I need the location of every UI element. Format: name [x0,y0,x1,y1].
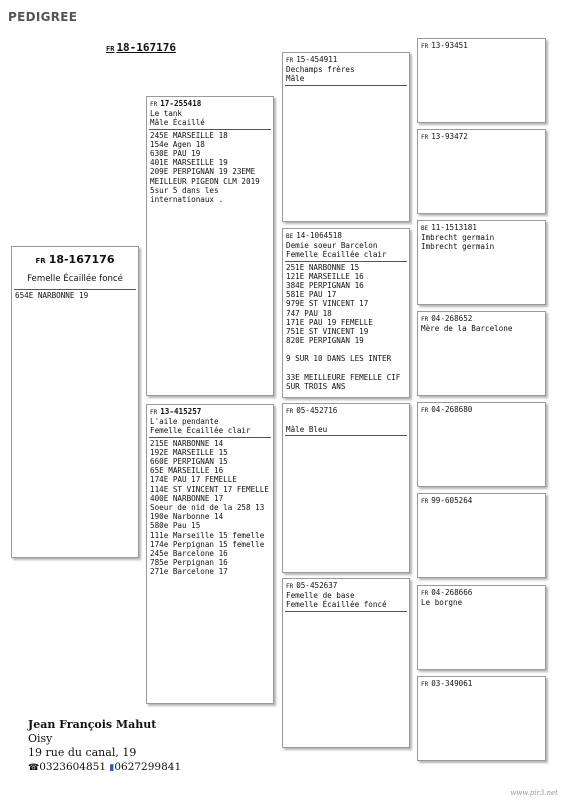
owner-phone: 0323604851 [39,761,107,773]
result-line: 215E NARBONNE 14 [150,438,224,448]
dam-results [150,439,270,577]
sire-card [146,96,274,396]
ancestor-ring-number: 04-268666 [431,588,473,597]
result-line: 174e Perpignan 15 femelle [150,539,265,549]
ancestor-ring [421,223,542,233]
result-line: 400E NARBONNE 17 [150,493,224,503]
result-line: 384E PERPIGNAN 16 [286,281,364,291]
ancestor-card-8 [417,676,546,761]
owner-block [28,718,181,775]
result-line: 111e Marseille 15 femelle [150,530,265,540]
result-line: 121E MARSEILLE 16 [286,271,364,281]
footer-site: www.pir3.net [510,789,558,797]
result-line: internationaux . [150,195,224,205]
dam-dam-card [282,578,410,748]
dam-dam-ring-number: 05-452637 [296,581,338,590]
dam-sex-color: Femelle Écaillée clair [150,426,251,436]
result-line: 192E MARSEILLE 15 [150,447,228,457]
ancestor-ring-number: 99-605264 [431,496,473,505]
divider [285,85,407,86]
result-line: 401E MARSEILLE 19 [150,158,228,168]
result-line: 747 PAU 18 [286,308,332,318]
sire-results [150,131,270,205]
ancestor-card-7 [417,585,546,670]
ancestor-country: FR [421,498,429,505]
divider [149,437,271,438]
ancestor-ring [421,132,542,142]
dam-sire-ring [286,406,406,416]
result-line: 190e Narbonne 14 [150,512,224,522]
phone-icon: ☎ [28,763,40,773]
result-line: 245e Barcelone 16 [150,549,228,559]
dam-sire-name [286,416,406,425]
dam-dam-country: FR [286,583,294,590]
ancestor-line: Imbrecht germain [421,233,495,243]
subject-card [11,246,139,558]
owner-address: 19 rue du canal, 19 [28,746,137,759]
divider [285,611,407,612]
subject-ring-number: 18-167176 [48,253,115,266]
ancestor-country: FR [421,134,429,141]
result-line: 654E NARBONNE 19 [15,291,89,300]
ancestor-ring-number: 11-1513181 [431,223,477,232]
sire-dam-results [286,263,406,391]
sire-dam-sex-color: Femelle Écaillée clair [286,250,387,260]
dam-name: L'aile pendante [150,417,219,427]
result-line: MEILLEUR PIGEON CLM 2019 [150,176,260,186]
dam-sire-ring-number: 05-452716 [296,406,338,415]
result-line: 171E PAU 19 FEMELLE [286,317,373,327]
ancestor-ring [421,314,542,324]
ancestor-card-3 [417,220,546,305]
dam-sire-card [282,403,410,573]
result-line: 245E MARSEILLE 18 [150,130,228,140]
dam-sire-country: FR [286,408,294,415]
sire-sire-ring-number: 15-454911 [296,55,338,64]
result-line: 580e Pau 15 [150,521,201,531]
result-line: Soeur de nid de la 258 13 [150,503,265,513]
result-line: 820E PERPIGNAN 19 [286,336,364,346]
ancestor-ring-number: 04-268652 [431,314,473,323]
result-line: 5sur 5 dans les [150,185,219,195]
mobile-phone-icon: ▮ [109,763,115,773]
dam-dam-sex-color: Femelle Écaillée foncé [286,600,387,610]
result-line: 630E PAU 19 [150,149,201,159]
ancestor-line: Imbrecht germain [421,242,495,252]
sire-sire-ring [286,55,406,65]
dam-card [146,404,274,704]
spacer [286,345,406,354]
result-line: 174E PAU 17 FEMELLE [150,475,237,485]
result-line: 251E NARBONNE 15 [286,262,360,272]
ancestor-country: FR [421,316,429,323]
dam-sire-sex-color: Mâle Bleu [286,425,328,435]
sire-name: Le tank [150,109,183,119]
ancestor-ring [421,41,542,51]
divider [285,261,407,262]
result-line: 660E PERPIGNAN 15 [150,457,228,467]
ancestor-country: FR [421,407,429,414]
top-ring-country: FR [106,45,115,53]
sire-dam-ring-number: 14-1064518 [296,231,342,240]
sire-dam-card [282,228,410,398]
result-line: 209E PERPIGNAN 19 23EME [150,167,256,177]
result-line: 154e Agen 18 [150,139,205,149]
ancestor-country: BE [421,225,429,232]
dam-country: FR [150,409,158,416]
divider [285,435,407,436]
ancestor-ring-number: 04-268680 [431,405,473,414]
ancestor-card-5 [417,402,546,487]
owner-phones [28,760,181,775]
dam-ring [150,407,270,417]
ancestor-line: Le borgne [421,598,463,608]
sire-ring-number: 17-255418 [160,99,202,108]
note-line: 33E MEILLEURE FEMELLE CIF [286,372,401,382]
spacer [286,364,406,373]
sire-dam-ring [286,231,406,241]
owner-city: Oisy [28,732,53,745]
ancestor-card-4 [417,311,546,396]
note-line: 9 SUR 10 DANS LES INTER [286,354,392,364]
subject-country: FR [35,257,46,265]
result-line: 751E ST VINCENT 19 [286,327,369,337]
page-title: PEDIGREE [8,10,78,24]
ancestor-country: FR [421,590,429,597]
divider [14,289,136,290]
ancestor-card-1 [417,38,546,123]
ancestor-country: FR [421,43,429,50]
result-line: 785e Perpignan 16 [150,558,228,568]
ancestor-card-2 [417,129,546,214]
ancestor-ring [421,679,542,689]
dam-dam-ring [286,581,406,591]
ancestor-line: Mère de la Barcelone [421,324,513,334]
ancestor-ring [421,588,542,598]
note-line: SUR TROIS ANS [286,381,346,391]
sire-country: FR [150,101,158,108]
result-line: 65E MARSEILLE 16 [150,466,224,476]
owner-mobile: 0627299841 [114,761,182,773]
top-ring-value: 18-167176 [116,41,177,54]
result-line: 114E ST VINCENT 17 FEMELLE [150,484,269,494]
dam-dam-name: Femelle de base [286,591,355,601]
ancestor-ring-number: 13-93451 [431,41,468,50]
ancestor-ring-number: 13-93472 [431,132,468,141]
sire-ring [150,99,270,109]
sire-dam-name: Demie soeur Barcelon [286,241,378,251]
subject-description: Femelle Écaillée foncé [27,274,123,284]
ancestor-ring [421,405,542,415]
dam-ring-number: 13-415257 [160,407,202,416]
divider [149,129,271,130]
subject-ring [15,253,135,266]
sire-dam-country: BE [286,233,294,240]
subject-results [15,291,135,300]
ancestor-country: FR [421,681,429,688]
sire-sire-country: FR [286,57,294,64]
ancestor-ring-number: 03-349061 [431,679,473,688]
sire-sire-name: Dechamps frères [286,65,355,75]
owner-name: Jean François Mahut [28,718,157,731]
sire-sex-color: Mâle Écaillé [150,118,205,128]
ancestor-card-6 [417,493,546,578]
top-ring-number [106,41,176,54]
sire-sire-card [282,52,410,222]
ancestor-ring [421,496,542,506]
sire-sire-sex-color: Mâle [286,74,305,84]
result-line: 271e Barcelone 17 [150,567,228,577]
result-line: 979E ST VINCENT 17 [286,299,369,309]
result-line: 581E PAU 17 [286,290,337,300]
